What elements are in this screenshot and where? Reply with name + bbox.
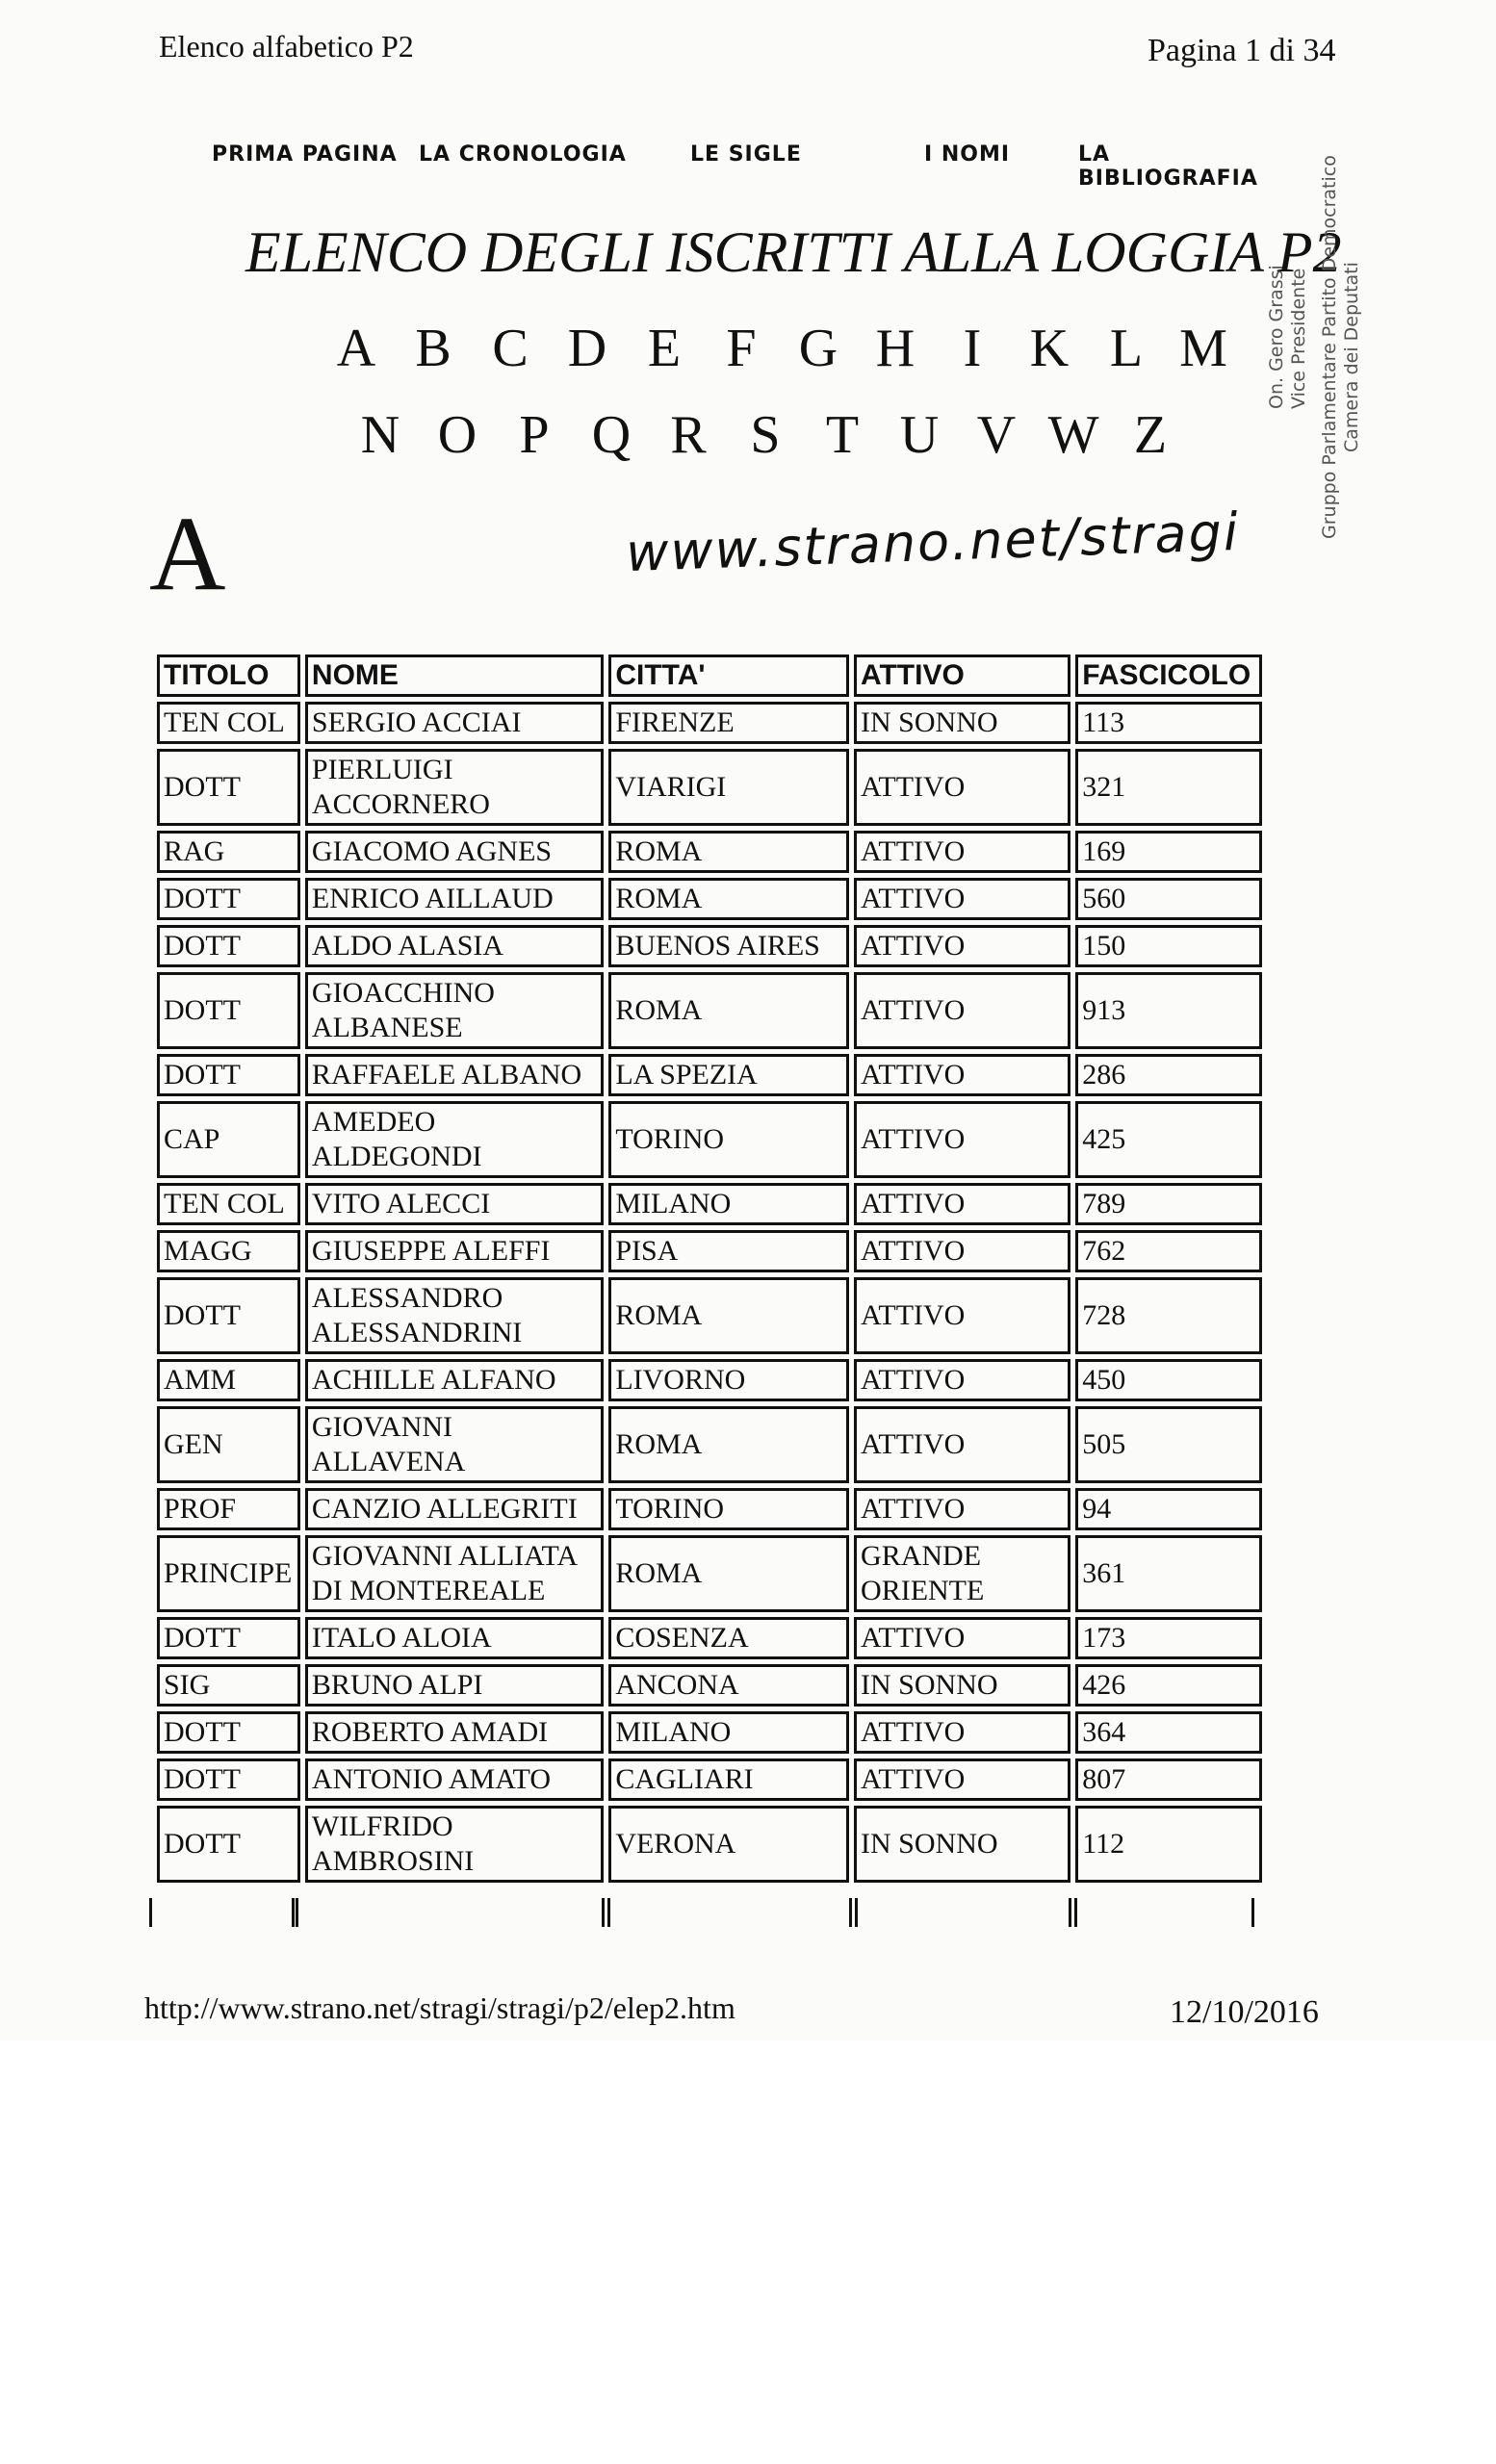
cell-citta: ROMA [608, 972, 849, 1049]
cell-attivo: ATTIVO [854, 925, 1070, 967]
page-title: ELENCO DEGLI ISCRITTI ALLA LOGGIA P2 [245, 220, 1342, 284]
letter-link-g[interactable]: G [798, 319, 838, 378]
table-stub-line [849, 1898, 852, 1927]
cell-attivo: ATTIVO [854, 1617, 1070, 1659]
letter-link-r[interactable]: R [670, 405, 707, 465]
cell-titolo: DOTT [157, 1277, 300, 1354]
cell-attivo: ATTIVO [854, 1359, 1070, 1401]
cell-titolo: DOTT [157, 749, 300, 826]
cell-attivo: ATTIVO [854, 749, 1070, 826]
cell-nome: ITALO ALOIA [305, 1617, 604, 1659]
letter-link-v[interactable]: V [976, 405, 1017, 465]
cell-fascicolo: 913 [1075, 972, 1262, 1049]
letter-link-o[interactable]: O [437, 405, 477, 465]
cell-attivo: IN SONNO [854, 1664, 1070, 1707]
cell-nome: ACHILLE ALFANO [305, 1359, 604, 1401]
cell-attivo: ATTIVO [854, 1758, 1070, 1801]
table-row [157, 1359, 1262, 1401]
letter-link-e[interactable]: E [647, 319, 682, 378]
cell-fascicolo: 450 [1075, 1359, 1262, 1401]
table-stub-line [855, 1898, 858, 1927]
cell-fascicolo: 728 [1075, 1277, 1262, 1354]
cell-attivo: ATTIVO [854, 1054, 1070, 1096]
cell-citta: ROMA [608, 1535, 849, 1612]
top-navigation [212, 142, 1290, 191]
nav-link-bibliografia[interactable]: LA BIBLIOGRAFIA [1078, 142, 1258, 191]
cell-titolo: DOTT [157, 1617, 300, 1659]
header-citta: CITTA' [608, 654, 849, 697]
letter-link-m[interactable]: M [1179, 319, 1227, 378]
cell-titolo: TEN COL [157, 1183, 300, 1225]
cell-titolo: TEN COL [157, 702, 300, 744]
cell-attivo: ATTIVO [854, 1277, 1070, 1354]
cell-fascicolo: 112 [1075, 1806, 1262, 1883]
letter-link-n[interactable]: N [360, 405, 400, 465]
footer-date: 12/10/2016 [1170, 1994, 1319, 2030]
cell-nome: ROBERTO AMADI [305, 1711, 604, 1754]
cell-attivo: ATTIVO [854, 1183, 1070, 1225]
cell-attivo: ATTIVO [854, 1230, 1070, 1272]
letter-link-u[interactable]: U [899, 405, 940, 465]
alphabet-index-row-1 [318, 318, 1242, 385]
cell-attivo: IN SONNO [854, 702, 1070, 744]
cell-titolo: GEN [157, 1406, 300, 1483]
table-stub-line [149, 1898, 152, 1927]
members-table-body [157, 702, 1262, 1883]
nav-link-prima-pagina[interactable]: PRIMA PAGINA [212, 142, 398, 167]
cell-nome: ENRICO AILLAUD [305, 878, 604, 920]
cell-citta: TORINO [608, 1488, 849, 1530]
table-stub-line [1251, 1898, 1254, 1927]
table-row [157, 972, 1262, 1049]
handwritten-note: www.strano.net/stragi [625, 500, 1241, 584]
cell-nome: GIOVANNI ALLIATA DI MONTEREALE [305, 1535, 604, 1612]
cell-nome: GIOACCHINO ALBANESE [305, 972, 604, 1049]
cell-fascicolo: 789 [1075, 1183, 1262, 1225]
header-fascicolo: FASCICOLO [1075, 654, 1262, 697]
letter-link-s[interactable]: S [750, 405, 781, 465]
cell-fascicolo: 425 [1075, 1101, 1262, 1178]
cell-citta: ROMA [608, 1406, 849, 1483]
table-stub-line [1074, 1898, 1077, 1927]
letter-link-p[interactable]: P [519, 405, 550, 465]
letter-link-h[interactable]: H [875, 319, 916, 378]
nav-link-sigle[interactable]: LE SIGLE [690, 142, 802, 167]
table-row [157, 1406, 1262, 1483]
letter-link-c[interactable]: C [492, 319, 529, 378]
cell-titolo: DOTT [157, 1806, 300, 1883]
letter-link-d[interactable]: D [567, 319, 607, 378]
table-row [157, 1617, 1262, 1659]
cell-titolo: SIG [157, 1664, 300, 1707]
cell-fascicolo: 505 [1075, 1406, 1262, 1483]
letter-link-b[interactable]: B [415, 319, 451, 378]
section-letter: A [149, 495, 226, 612]
stamp-line-2: Vice Presidente [1288, 268, 1309, 409]
cell-citta: ROMA [608, 878, 849, 920]
cell-titolo: DOTT [157, 1711, 300, 1754]
header-titolo: TITOLO [157, 654, 300, 697]
letter-link-f[interactable]: F [726, 319, 757, 378]
document-title: Elenco alfabetico P2 [159, 29, 414, 64]
cell-citta: ANCONA [608, 1664, 849, 1707]
cell-titolo: DOTT [157, 878, 300, 920]
table-stub-line [292, 1898, 295, 1927]
table-stub-line [607, 1898, 610, 1927]
cell-titolo: DOTT [157, 1758, 300, 1801]
table-row [157, 1806, 1262, 1883]
cell-nome: RAFFAELE ALBANO [305, 1054, 604, 1096]
letter-link-z[interactable]: Z [1133, 405, 1168, 465]
table-row [157, 1664, 1262, 1707]
cell-fascicolo: 173 [1075, 1617, 1262, 1659]
letter-link-t[interactable]: T [825, 405, 860, 465]
table-row [157, 1183, 1262, 1225]
table-row [157, 1054, 1262, 1096]
letter-link-q[interactable]: Q [591, 405, 632, 465]
cell-titolo: MAGG [157, 1230, 300, 1272]
cell-titolo: DOTT [157, 1054, 300, 1096]
table-stub-line [602, 1898, 605, 1927]
cell-attivo: ATTIVO [854, 831, 1070, 873]
header-attivo: ATTIVO [854, 654, 1070, 697]
table-stub-line [1069, 1898, 1071, 1927]
cell-citta: COSENZA [608, 1617, 849, 1659]
cell-nome: GIOVANNI ALLAVENA [305, 1406, 604, 1483]
cell-nome: GIACOMO AGNES [305, 831, 604, 873]
cell-titolo: PROF [157, 1488, 300, 1530]
table-row [157, 1758, 1262, 1801]
stamp-line-1: On. Gero Grassi [1266, 265, 1287, 409]
cell-fascicolo: 94 [1075, 1488, 1262, 1530]
cell-fascicolo: 169 [1075, 831, 1262, 873]
cell-nome: GIUSEPPE ALEFFI [305, 1230, 604, 1272]
table-row [157, 749, 1262, 826]
table-row [157, 1488, 1262, 1530]
cell-citta: LA SPEZIA [608, 1054, 849, 1096]
cell-attivo: ATTIVO [854, 1711, 1070, 1754]
table-row [157, 1711, 1262, 1754]
cell-fascicolo: 364 [1075, 1711, 1262, 1754]
table-row [157, 1535, 1262, 1612]
cell-attivo: ATTIVO [854, 1488, 1070, 1530]
cell-attivo: IN SONNO [854, 1806, 1070, 1883]
cell-fascicolo: 762 [1075, 1230, 1262, 1272]
cell-attivo: ATTIVO [854, 1406, 1070, 1483]
cell-nome: PIERLUIGI ACCORNERO [305, 749, 604, 826]
cell-fascicolo: 361 [1075, 1535, 1262, 1612]
table-row [157, 1277, 1262, 1354]
cell-nome: BRUNO ALPI [305, 1664, 604, 1707]
letter-link-l[interactable]: L [1109, 319, 1144, 378]
cell-fascicolo: 286 [1075, 1054, 1262, 1096]
table-row [157, 1230, 1262, 1272]
letter-link-i[interactable]: I [963, 319, 982, 378]
cell-titolo: RAG [157, 831, 300, 873]
cell-fascicolo: 560 [1075, 878, 1262, 920]
cell-fascicolo: 113 [1075, 702, 1262, 744]
cell-attivo: ATTIVO [854, 878, 1070, 920]
alphabet-index-row-2 [342, 404, 1189, 472]
cell-nome: ALESSANDRO ALESSANDRINI [305, 1277, 604, 1354]
members-table [152, 650, 1267, 1887]
parliament-stamp [1251, 116, 1415, 549]
cell-titolo: AMM [157, 1359, 300, 1401]
cell-nome: ANTONIO AMATO [305, 1758, 604, 1801]
table-row [157, 1101, 1262, 1178]
cell-titolo: DOTT [157, 925, 300, 967]
cell-nome: VITO ALECCI [305, 1183, 604, 1225]
nav-link-cronologia[interactable]: LA CRONOLOGIA [419, 142, 627, 167]
cell-titolo: DOTT [157, 972, 300, 1049]
table-continuation [149, 1898, 1266, 1927]
table-row [157, 831, 1262, 873]
letter-link-k[interactable]: K [1029, 319, 1070, 378]
cell-titolo: PRINCIPE [157, 1535, 300, 1612]
header-nome: NOME [305, 654, 604, 697]
table-row [157, 702, 1262, 744]
footer-url: http://www.strano.net/stragi/stragi/p2/elep2.htm [144, 1990, 735, 2025]
table-row [157, 925, 1262, 967]
cell-fascicolo: 807 [1075, 1758, 1262, 1801]
cell-citta: FIRENZE [608, 702, 849, 744]
cell-citta: ROMA [608, 831, 849, 873]
cell-fascicolo: 321 [1075, 749, 1262, 826]
cell-citta: BUENOS AIRES [608, 925, 849, 967]
table-row [157, 878, 1262, 920]
cell-fascicolo: 426 [1075, 1664, 1262, 1707]
cell-nome: CANZIO ALLEGRITI [305, 1488, 604, 1530]
cell-citta: PISA [608, 1230, 849, 1272]
cell-citta: VIARIGI [608, 749, 849, 826]
cell-nome: AMEDEO ALDEGONDI [305, 1101, 604, 1178]
letter-link-w[interactable]: W [1047, 405, 1099, 465]
nav-link-nomi[interactable]: I NOMI [924, 142, 1011, 167]
cell-nome: ALDO ALASIA [305, 925, 604, 967]
cell-citta: MILANO [608, 1711, 849, 1754]
cell-citta: VERONA [608, 1806, 849, 1883]
stamp-line-4: Camera dei Deputati [1341, 262, 1362, 452]
cell-attivo: ATTIVO [854, 1101, 1070, 1178]
page-number: Pagina 1 di 34 [1148, 33, 1336, 68]
cell-citta: TORINO [608, 1101, 849, 1178]
cell-attivo: ATTIVO [854, 972, 1070, 1049]
cell-nome: WILFRIDO AMBROSINI [305, 1806, 604, 1883]
cell-citta: ROMA [608, 1277, 849, 1354]
cell-nome: SERGIO ACCIAI [305, 702, 604, 744]
table-stub-line [296, 1898, 298, 1927]
cell-citta: CAGLIARI [608, 1758, 849, 1801]
cell-titolo: CAP [157, 1101, 300, 1178]
stamp-line-3: Gruppo Parlamentare Partito Democratico [1319, 155, 1340, 539]
cell-citta: MILANO [608, 1183, 849, 1225]
cell-citta: LIVORNO [608, 1359, 849, 1401]
cell-attivo: GRANDE ORIENTE [854, 1535, 1070, 1612]
cell-fascicolo: 150 [1075, 925, 1262, 967]
letter-link-a[interactable]: A [336, 319, 376, 378]
